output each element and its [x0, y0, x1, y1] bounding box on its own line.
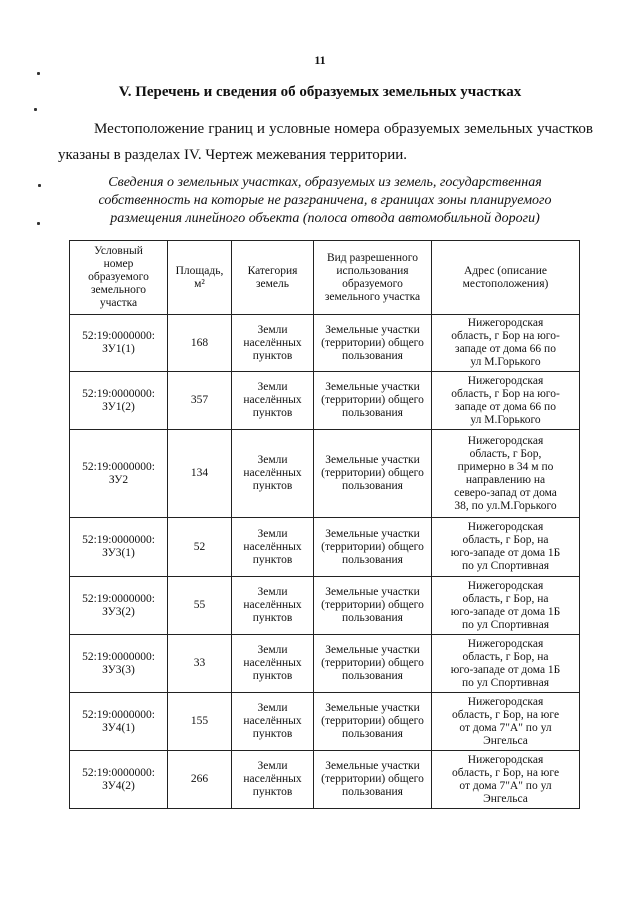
- table-row: [70, 693, 580, 751]
- header-area: Площадь, м²: [168, 241, 232, 315]
- cell-area: 168: [168, 315, 232, 372]
- page-number: 11: [314, 53, 326, 67]
- cell-use: Земельные участки (территории) общего пользования: [314, 315, 432, 372]
- table-row: [70, 518, 580, 577]
- table-row: [70, 372, 580, 430]
- scan-speck: [37, 72, 40, 75]
- cell-category: Земли населённых пунктов: [232, 430, 314, 518]
- header-use: Вид разрешенного использования образуемого земельного участка: [314, 241, 432, 315]
- cell-area: 52: [168, 518, 232, 577]
- cell-number: 52:19:0000000: ЗУ3(3): [70, 635, 168, 693]
- cell-area: 33: [168, 635, 232, 693]
- table-header-row: [70, 241, 580, 315]
- cell-area: 357: [168, 372, 232, 430]
- table-row: [70, 577, 580, 635]
- cell-use: Земельные участки (территории) общего пользования: [314, 751, 432, 809]
- cell-number: 52:19:0000000: ЗУ4(1): [70, 693, 168, 751]
- intro-line-2: указаны в разделах IV. Чертеж межевания территории.: [58, 147, 408, 163]
- cell-address: Нижегородская область, г Бор, на юге от дома 7"А" по ул Энгельса: [432, 693, 580, 751]
- scan-speck: [34, 108, 37, 111]
- table-caption: [70, 174, 580, 228]
- scan-speck: [38, 184, 41, 187]
- cell-area: 55: [168, 577, 232, 635]
- table-row: [70, 635, 580, 693]
- cell-address: Нижегородская область, г Бор на юго- западе от дома 66 по ул М.Горького: [432, 315, 580, 372]
- cell-number: 52:19:0000000: ЗУ4(2): [70, 751, 168, 809]
- cell-category: Земли населённых пунктов: [232, 635, 314, 693]
- table-row: [70, 751, 580, 809]
- cell-area: 134: [168, 430, 232, 518]
- caption-line-3: размещения линейного объекта (полоса отвода автомобильной дороги): [110, 211, 540, 226]
- intro-paragraph: [58, 116, 593, 168]
- header-number: Условный номер образуемого земельного участка: [70, 241, 168, 315]
- cell-category: Земли населённых пунктов: [232, 315, 314, 372]
- caption-line-1: Сведения о земельных участках, образуемых из земель, государственная: [108, 175, 542, 190]
- cell-number: 52:19:0000000: ЗУ1(1): [70, 315, 168, 372]
- cell-use: Земельные участки (территории) общего пользования: [314, 693, 432, 751]
- cell-use: Земельные участки (территории) общего пользования: [314, 430, 432, 518]
- cell-category: Земли населённых пунктов: [232, 518, 314, 577]
- cell-number: 52:19:0000000: ЗУ1(2): [70, 372, 168, 430]
- cell-category: Земли населённых пунктов: [232, 372, 314, 430]
- cell-number: 52:19:0000000: ЗУ3(1): [70, 518, 168, 577]
- cell-category: Земли населённых пунктов: [232, 751, 314, 809]
- table-row: [70, 430, 580, 518]
- cell-use: Земельные участки (территории) общего пользования: [314, 518, 432, 577]
- header-category: Категория земель: [232, 241, 314, 315]
- cell-address: Нижегородская область, г Бор, на юго-западе от дома 1Б по ул Спортивная: [432, 577, 580, 635]
- cell-address: Нижегородская область, г Бор, примерно в 34 м по направлению на северо-запад от дома 38, по ул.М.Горького: [432, 430, 580, 518]
- cell-address: Нижегородская область, г Бор, на юге от дома 7"А" по ул Энгельса: [432, 751, 580, 809]
- cell-number: 52:19:0000000: ЗУ2: [70, 430, 168, 518]
- cell-address: Нижегородская область, г Бор на юго- западе от дома 66 по ул М.Горького: [432, 372, 580, 430]
- cell-category: Земли населённых пунктов: [232, 693, 314, 751]
- cell-number: 52:19:0000000: ЗУ3(2): [70, 577, 168, 635]
- cell-category: Земли населённых пунктов: [232, 577, 314, 635]
- cell-use: Земельные участки (территории) общего пользования: [314, 635, 432, 693]
- cell-address: Нижегородская область, г Бор, на юго-западе от дома 1Б по ул Спортивная: [432, 635, 580, 693]
- table-row: [70, 315, 580, 372]
- cell-area: 266: [168, 751, 232, 809]
- scan-speck: [37, 222, 40, 225]
- land-plots-table: [69, 240, 580, 809]
- section-title: V. Перечень и сведения об образуемых земельных участках: [118, 84, 522, 100]
- cell-area: 155: [168, 693, 232, 751]
- cell-address: Нижегородская область, г Бор, на юго-западе от дома 1Б по ул Спортивная: [432, 518, 580, 577]
- caption-line-2: собственность на которые не разграничена, в границах зоны планируемого: [98, 193, 552, 208]
- cell-use: Земельные участки (территории) общего пользования: [314, 372, 432, 430]
- cell-use: Земельные участки (территории) общего пользования: [314, 577, 432, 635]
- intro-line-1: Местоположение границ и условные номера образуемых земельных участков: [94, 121, 593, 137]
- header-address: Адрес (описание местоположения): [432, 241, 580, 315]
